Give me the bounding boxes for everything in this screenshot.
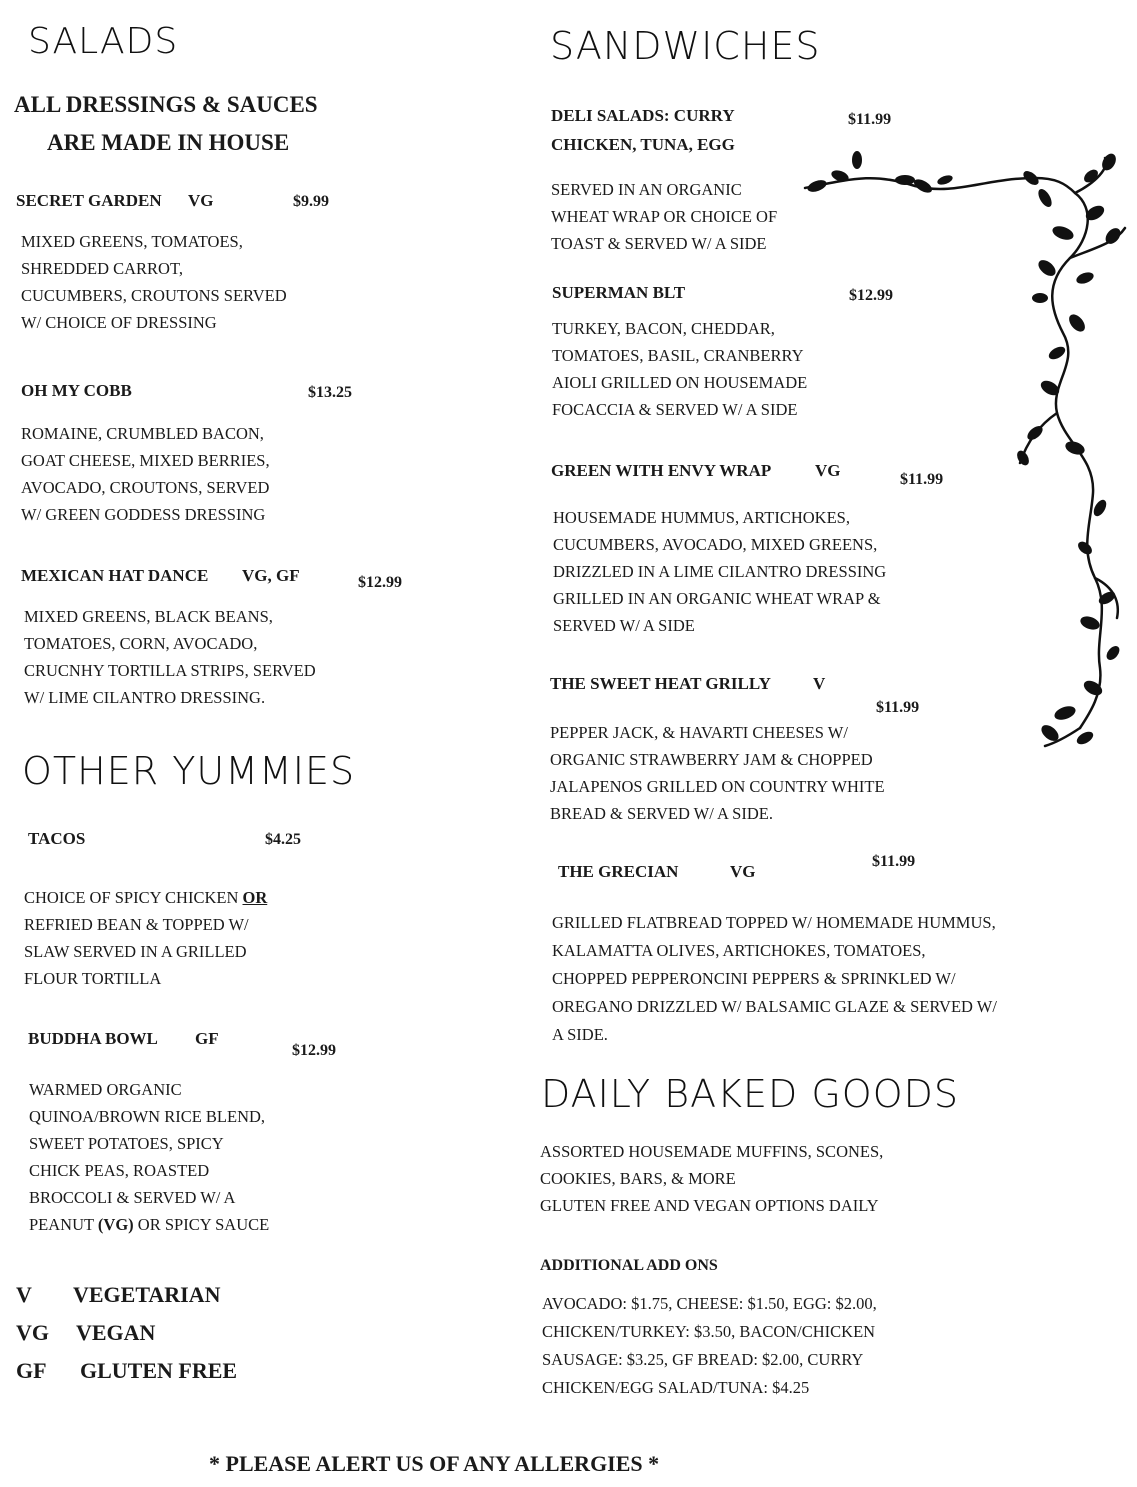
item-tag: VG, GF bbox=[242, 566, 300, 585]
item-name: CHICKEN, TUNA, EGG bbox=[551, 135, 735, 154]
item-name: SECRET GARDEN bbox=[16, 191, 162, 210]
legend-code: V bbox=[16, 1282, 32, 1307]
item-name: THE SWEET HEAT GRILLY bbox=[550, 674, 771, 693]
salads-subheading-line1: ALL DRESSINGS & SAUCES bbox=[14, 92, 318, 117]
baked-goods-heading: DAILY BAKED GOODS bbox=[541, 1072, 960, 1116]
item-name: MEXICAN HAT DANCE bbox=[21, 566, 209, 585]
item-name: TACOS bbox=[28, 829, 86, 848]
item-description: MIXED GREENS, TOMATOES, SHREDDED CARROT, CUCUMBERS, CROUTONS SERVED W/ CHOICE OF DRESSING bbox=[21, 232, 287, 332]
legend-code: GF bbox=[16, 1358, 47, 1383]
item-price: $12.99 bbox=[849, 287, 893, 304]
legend-label: VEGETARIAN bbox=[73, 1282, 221, 1307]
salads-heading: SALADS bbox=[28, 21, 179, 62]
addons-heading: ADDITIONAL ADD ONS bbox=[540, 1257, 718, 1274]
item-price: $11.99 bbox=[900, 471, 944, 488]
salads-subheading-line2: ARE MADE IN HOUSE bbox=[47, 130, 290, 155]
item-name: GREEN WITH ENVY WRAP bbox=[551, 461, 772, 480]
item-description: PEPPER JACK, & HAVARTI CHEESES W/ ORGANIC STRAWBERRY JAM & CHOPPED JALAPENOS GRILLED ON COUNTRY WHITE BREAD & SERVED W/ A SIDE. bbox=[550, 723, 885, 823]
sandwiches-heading: SANDWICHES bbox=[550, 24, 821, 68]
item-price: $12.99 bbox=[358, 574, 402, 591]
baked-goods-description: ASSORTED HOUSEMADE MUFFINS, SCONES, COOKIES, BARS, & MORE GLUTEN FREE AND VEGAN OPTIONS DAILY bbox=[540, 1142, 884, 1215]
item-price: $13.25 bbox=[308, 384, 352, 401]
item-tag: V bbox=[813, 674, 826, 693]
item-description: TURKEY, BACON, CHEDDAR, TOMATOES, BASIL, CRANBERRY AIOLI GRILLED ON HOUSEMADE FOCACCIA & SERVED W/ A SIDE bbox=[552, 319, 808, 419]
item-description: MIXED GREENS, BLACK BEANS, TOMATOES, CORN, AVOCADO, CRUCNHY TORTILLA STRIPS, SERVED W/ LIME CILANTRO DRESSING. bbox=[24, 607, 316, 707]
item-description: CHOICE OF SPICY CHICKEN OR REFRIED BEAN & TOPPED W/ SLAW SERVED IN A GRILLED FLOUR TORTILLA bbox=[24, 888, 268, 988]
item-price: $12.99 bbox=[292, 1042, 336, 1059]
addons-description: AVOCADO: $1.75, CHEESE: $1.50, EGG: $2.00, CHICKEN/TURKEY: $3.50, BACON/CHICKEN SAUSAGE: $3.25, GF BREAD: $2.00, CURRY CHICKEN/EGG SALAD/TUNA: $4.25 bbox=[542, 1294, 877, 1397]
item-price: $11.99 bbox=[876, 699, 920, 716]
item-description: ROMAINE, CRUMBLED BACON, GOAT CHEESE, MIXED BERRIES, AVOCADO, CROUTONS, SERVED W/ GREEN GODDESS DRESSING bbox=[21, 424, 270, 524]
legend-label: GLUTEN FREE bbox=[80, 1358, 238, 1383]
item-name: OH MY COBB bbox=[21, 381, 132, 400]
item-name: DELI SALADS: CURRY bbox=[551, 106, 735, 125]
item-price: $11.99 bbox=[872, 853, 916, 870]
item-tag: VG bbox=[815, 461, 841, 480]
item-description: WARMED ORGANIC QUINOA/BROWN RICE BLEND, SWEET POTATOES, SPICY CHICK PEAS, ROASTED BROCCOLI & SERVED W/ A PEANUT (VG) OR SPICY SAUCE bbox=[29, 1080, 270, 1234]
allergy-note: * PLEASE ALERT US OF ANY ALLERGIES * bbox=[209, 1451, 660, 1476]
item-price: $4.25 bbox=[265, 831, 301, 848]
vine-icon bbox=[795, 148, 1135, 753]
other-yummies-heading: OTHER YUMMIES bbox=[22, 749, 356, 793]
legend-label: VEGAN bbox=[76, 1320, 156, 1345]
item-description: GRILLED FLATBREAD TOPPED W/ HOMEMADE HUMMUS, KALAMATTA OLIVES, ARTICHOKES, TOMATOES, CHOPPED PEPPERONCINI PEPPERS & SPRINKLED W/ OREGANO DRIZZLED W/ BALSAMIC GLAZE & SERVED W/ A SIDE. bbox=[552, 913, 997, 1044]
item-price: $9.99 bbox=[293, 193, 329, 210]
item-description: SERVED IN AN ORGANIC WHEAT WRAP OR CHOICE OF TOAST & SERVED W/ A SIDE bbox=[551, 180, 778, 253]
item-name: SUPERMAN BLT bbox=[552, 283, 686, 302]
item-tag: VG bbox=[188, 191, 214, 210]
item-price: $11.99 bbox=[848, 111, 892, 128]
item-name: BUDDHA BOWL bbox=[28, 1029, 158, 1048]
item-tag: GF bbox=[195, 1029, 219, 1048]
item-tag: VG bbox=[730, 862, 756, 881]
item-description: HOUSEMADE HUMMUS, ARTICHOKES, CUCUMBERS, AVOCADO, MIXED GREENS, DRIZZLED IN A LIME CILANTRO DRESSING GRILLED IN AN ORGANIC WHEAT WRAP & SERVED W/ A SIDE bbox=[553, 508, 887, 635]
item-name: THE GRECIAN bbox=[558, 862, 679, 881]
legend-code: VG bbox=[16, 1320, 49, 1345]
